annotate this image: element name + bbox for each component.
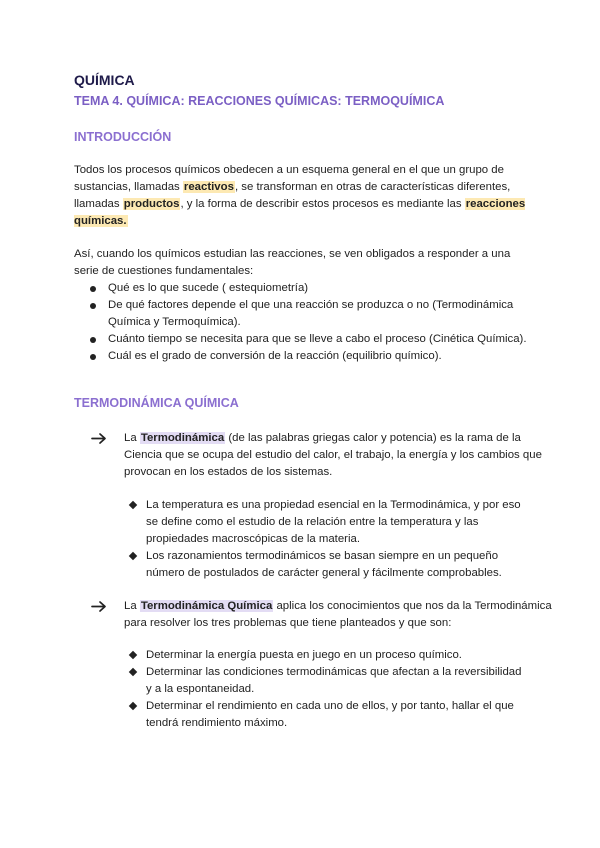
highlight-reacciones-quimicas: reacciones químicas. [74, 198, 526, 227]
list-item: Cuánto tiempo se necesita para que se lleve a cabo el proceso (Cinética Química). [87, 331, 527, 348]
arrow-right-icon [90, 598, 110, 615]
list-item: Qué es lo que sucede ( estequiometría) [87, 280, 527, 297]
intro-paragraph-1 [74, 162, 530, 230]
intro-heading: INTRODUCCIÓN [74, 130, 172, 144]
bullet-dot-icon [90, 337, 96, 343]
list-item: Los razonamientos termodinámicos se basan siempre en un pequeño número de postulados de carácter general y fácilmente comprobables. [128, 548, 524, 582]
document-title: QUÍMICA [74, 72, 135, 88]
highlight-termodinamica-quimica: Termodinámica Química [140, 600, 273, 612]
highlight-reactivos: reactivos [183, 181, 234, 193]
bullet-dot-icon [90, 303, 96, 309]
list-item: Determinar la energía puesta en juego en un proceso químico. [128, 647, 524, 664]
intro-p1-text-c: , se transforman en otras de características diferentes, llamadas [74, 181, 511, 210]
list-item: Determinar el rendimiento en cada uno de ellos, y por tanto, hallar el que tendrá rendimiento máximo. [128, 698, 524, 732]
intro-p1-text-e: , y la forma de describir estos procesos es mediante las [180, 198, 465, 210]
thermo-sub-list-2 [128, 647, 524, 732]
bullet-dot-icon [90, 286, 96, 292]
diamond-bullet-icon [129, 668, 137, 676]
list-item: De qué factores depende el que una reacción se produzca o no (Termodinámica Química y Termoquímica). [87, 297, 527, 331]
intro-paragraph-2: Así, cuando los químicos estudian las reacciones, se ven obligados a responder a una serie de cuestiones fundamentales: [74, 248, 511, 277]
intro-bullet-list [87, 280, 527, 365]
diamond-bullet-icon [129, 552, 137, 560]
list-item: La temperatura es una propiedad esencial en la Termodinámica, y por eso se define como el estudio de la relación entre la temperatura y las propiedades macroscópicas de la materia. [128, 497, 524, 548]
bullet-dot-icon [90, 354, 96, 360]
list-item: Cuál es el grado de conversión de la reacción (equilibrio químico). [87, 348, 527, 365]
highlight-termodinamica: Termodinámica [140, 432, 225, 444]
document-subtitle: TEMA 4. QUÍMICA: REACCIONES QUÍMICAS: TERMOQUÍMICA [74, 94, 445, 108]
thermo-arrow-item-2: La Termodinámica Química aplica los conocimientos que nos da la Termodinámica para resolver los tres problemas que tiene planteados y que son: [90, 598, 554, 632]
thermo-arrow-item-1: La Termodinámica (de las palabras griegas calor y potencia) es la rama de la Ciencia que se ocupa del estudio del calor, el trabajo, la energía y los cambios que provocan en los estados de los sistemas. [90, 430, 554, 481]
intro-p1-text-a: Todos los procesos químicos obedecen a un esquema general en el que un grupo de sustancias, llamadas [74, 164, 504, 193]
thermo-heading: TERMODINÁMICA QUÍMICA [74, 396, 239, 410]
arrow-right-icon [90, 430, 110, 447]
diamond-bullet-icon [129, 702, 137, 710]
diamond-bullet-icon [129, 501, 137, 509]
highlight-productos: productos [123, 198, 180, 210]
thermo-sub-list-1 [128, 497, 524, 582]
list-item: Determinar las condiciones termodinámicas que afectan a la reversibilidad y a la espontaneidad. [128, 664, 524, 698]
diamond-bullet-icon [129, 651, 137, 659]
